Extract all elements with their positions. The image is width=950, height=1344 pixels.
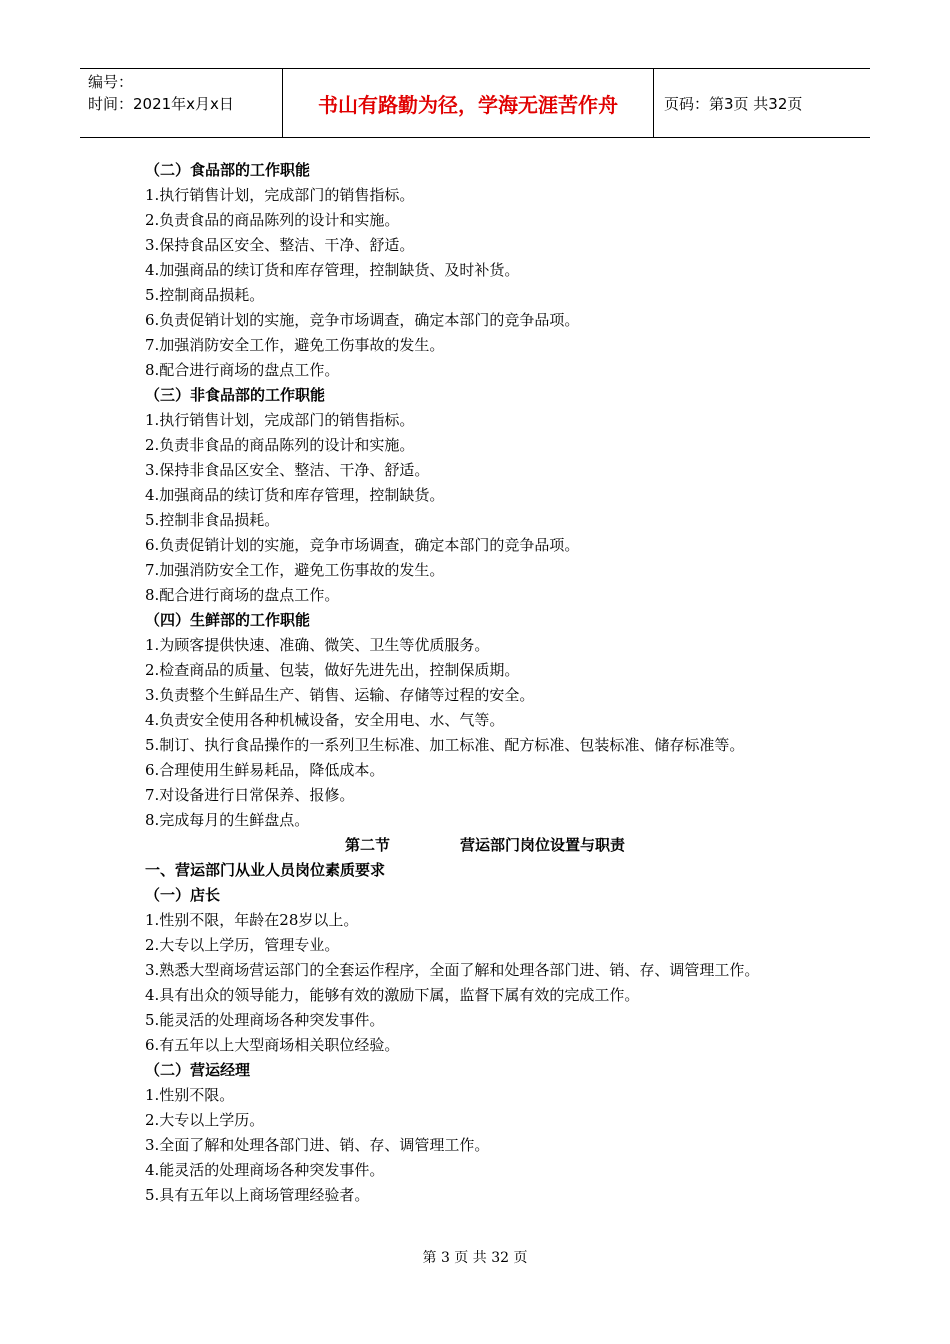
page-footer: 第 3 页 共 32 页	[422, 1250, 528, 1266]
list-item: 5.控制非食品损耗。	[145, 511, 280, 529]
header-page-cell	[654, 69, 870, 137]
list-item: 4.加强商品的续订货和库存管理，控制缺货、及时补货。	[145, 261, 520, 279]
header-page-info: 页码：第3页 共32页	[664, 94, 803, 113]
section-heading: （一）店长	[145, 886, 221, 904]
page-header	[80, 68, 870, 138]
list-item: 3.保持非食品区安全、整洁、干净、舒适。	[145, 461, 430, 479]
list-item: 3.熟悉大型商场营运部门的全套运作程序，全面了解和处理各部门进、销、存、调管理工作。	[145, 961, 760, 979]
section-title	[145, 833, 825, 858]
list-item: 6.合理使用生鲜易耗品，降低成本。	[145, 761, 385, 779]
list-item: 5.能灵活的处理商场各种突发事件。	[145, 1011, 385, 1029]
section-heading: （四）生鲜部的工作职能	[145, 611, 311, 629]
list-item: 3.全面了解和处理各部门进、销、存、调管理工作。	[145, 1136, 490, 1154]
list-item: 4.能灵活的处理商场各种突发事件。	[145, 1161, 385, 1179]
header-motto-cell	[283, 69, 654, 137]
list-item: 2.负责非食品的商品陈列的设计和实施。	[145, 436, 415, 454]
list-item: 1.性别不限，年龄在28岁以上。	[145, 911, 359, 929]
list-item: 1.性别不限。	[145, 1086, 235, 1104]
list-item: 2.检查商品的质量、包装，做好先进先出，控制保质期。	[145, 661, 520, 679]
list-item: 2.负责食品的商品陈列的设计和实施。	[145, 211, 400, 229]
list-item: 7.加强消防安全工作，避免工伤事故的发生。	[145, 336, 445, 354]
list-item: 1.执行销售计划，完成部门的销售指标。	[145, 186, 415, 204]
time-label: 时间：2021年x月x日	[88, 95, 234, 113]
section-heading: （二）食品部的工作职能	[145, 161, 311, 179]
list-item: 4.具有出众的领导能力，能够有效的激励下属，监督下属有效的完成工作。	[145, 986, 640, 1004]
document-body	[145, 158, 825, 1208]
list-item: 2.大专以上学历，管理专业。	[145, 936, 340, 954]
list-item: 5.控制商品损耗。	[145, 286, 265, 304]
list-item: 5.具有五年以上商场管理经验者。	[145, 1186, 370, 1204]
list-item: 6.负责促销计划的实施，竞争市场调查，确定本部门的竞争品项。	[145, 536, 580, 554]
list-item: 3.保持食品区安全、整洁、干净、舒适。	[145, 236, 415, 254]
list-item: 7.加强消防安全工作，避免工伤事故的发生。	[145, 561, 445, 579]
list-item: 7.对设备进行日常保养、报修。	[145, 786, 355, 804]
motto-text: 书山有路勤为径，学海无涯苦作舟	[318, 92, 618, 117]
section-title-part: 第二节	[344, 836, 390, 854]
list-item: 1.执行销售计划，完成部门的销售指标。	[145, 411, 415, 429]
section-heading: （二）营运经理	[145, 1061, 251, 1079]
header-left-cell	[80, 69, 283, 137]
section-title-part: 营运部门岗位设置与职责	[460, 836, 626, 854]
list-item: 5.制订、执行食品操作的一系列卫生标准、加工标准、配方标准、包装标准、储存标准等。	[145, 736, 745, 754]
list-item: 6.有五年以上大型商场相关职位经验。	[145, 1036, 400, 1054]
list-item: 2.大专以上学历。	[145, 1111, 265, 1129]
section-heading: （三）非食品部的工作职能	[145, 386, 326, 404]
list-item: 1.为顾客提供快速、准确、微笑、卫生等优质服务。	[145, 636, 490, 654]
list-item: 8.配合进行商场的盘点工作。	[145, 361, 340, 379]
serial-label: 编号：	[88, 73, 134, 91]
list-item: 6.负责促销计划的实施，竞争市场调查，确定本部门的竞争品项。	[145, 311, 580, 329]
list-item: 8.配合进行商场的盘点工作。	[145, 586, 340, 604]
section-heading: 一、营运部门从业人员岗位素质要求	[145, 861, 386, 879]
list-item: 3.负责整个生鲜品生产、销售、运输、存储等过程的安全。	[145, 686, 535, 704]
list-item: 4.负责安全使用各种机械设备，安全用电、水、气等。	[145, 711, 505, 729]
list-item: 4.加强商品的续订货和库存管理，控制缺货。	[145, 486, 445, 504]
list-item: 8.完成每月的生鲜盘点。	[145, 811, 310, 829]
